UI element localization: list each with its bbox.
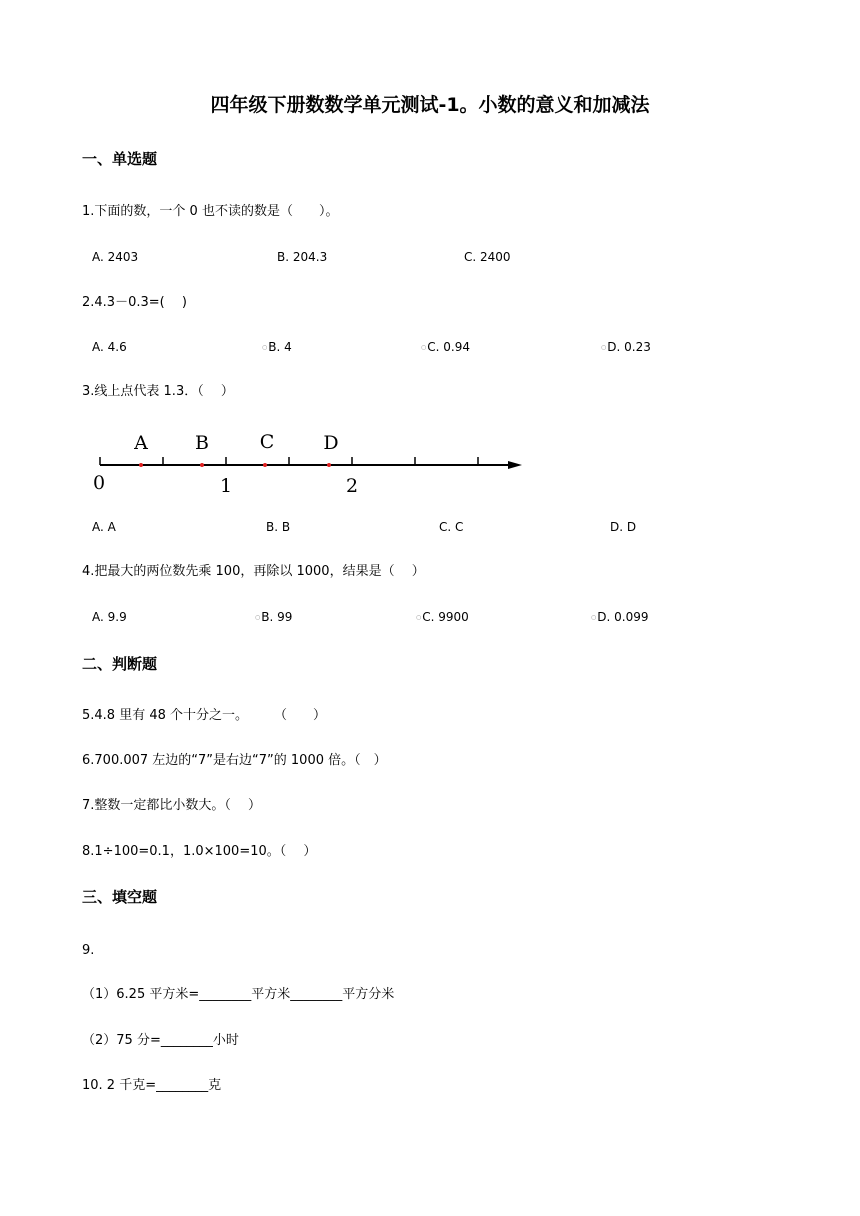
question-8: 8.1÷100=0.1，1.0×100=10。（ ）: [82, 844, 317, 859]
q3-option-b: B. B: [266, 520, 291, 534]
point-label-c: C: [259, 431, 275, 453]
tick-label-1: 1: [219, 475, 233, 497]
q3-option-a: A. A: [92, 520, 116, 534]
q1-option-b: B. 204.3: [277, 250, 328, 264]
question-2: 2.4.3－0.3=( ): [82, 295, 187, 310]
point-label-a: A: [134, 432, 148, 454]
q2-option-b: ○B. 4: [262, 340, 292, 354]
point-label-d: D: [323, 432, 339, 454]
question-4: 4.把最大的两位数先乘 100，再除以 1000，结果是（ ）: [82, 564, 425, 579]
section-heading-single-choice: 一、单选题: [82, 150, 158, 168]
bullet-icon: ○: [591, 613, 597, 621]
number-line-figure: [90, 425, 530, 500]
point-label-b: B: [195, 432, 209, 454]
q4-option-b: ○B. 99: [255, 610, 293, 624]
question-9: 9.: [82, 943, 95, 958]
point-d-dot: [327, 463, 331, 467]
bullet-icon: ○: [262, 343, 268, 351]
q4-option-d: ○D. 0.099: [591, 610, 649, 624]
bullet-icon: ○: [601, 343, 607, 351]
q1-option-a: A. 2403: [92, 250, 139, 264]
q3-option-c: C. C: [439, 520, 464, 534]
question-10: 10. 2 千克=________克: [82, 1078, 222, 1093]
question-3: 3.线上点代表 1.3．（ ）: [82, 384, 234, 399]
bullet-icon: ○: [421, 343, 427, 351]
q2-option-a: A. 4.6: [92, 340, 127, 354]
question-9-part-1: （1）6.25 平方米=________平方米________平方分米: [82, 987, 395, 1002]
q4-option-c: ○C. 9900: [416, 610, 469, 624]
bullet-icon: ○: [255, 613, 261, 621]
tick-label-0: 0: [92, 472, 106, 494]
page-title: 四年级下册数数学单元测试-1。小数的意义和加减法: [210, 94, 650, 116]
q2-option-d: ○D. 0.23: [601, 340, 651, 354]
q2-option-c: ○C. 0.94: [421, 340, 470, 354]
question-7: 7.整数一定都比小数大。（ ）: [82, 798, 262, 813]
point-b-dot: [200, 463, 204, 467]
arrow-head-icon: [508, 461, 522, 469]
point-c-dot: [263, 463, 267, 467]
q1-option-c: C. 2400: [464, 250, 511, 264]
question-5: 5.4.8 里有 48 个十分之一。 （ ）: [82, 708, 327, 723]
bullet-icon: ○: [416, 613, 422, 621]
section-heading-true-false: 二、判断题: [82, 655, 158, 673]
question-6: 6.700.007 左边的“7”是右边“7”的 1000 倍。（ ）: [82, 753, 387, 768]
question-1: 1.下面的数，一个 0 也不读的数是（ ）。: [82, 204, 339, 219]
tick-label-2: 2: [345, 475, 359, 497]
q4-option-a: A. 9.9: [92, 610, 127, 624]
section-heading-fill-blank: 三、填空题: [82, 888, 158, 906]
point-a-dot: [139, 463, 143, 467]
q3-option-d: D. D: [610, 520, 637, 534]
question-9-part-2: （2）75 分=________小时: [82, 1033, 239, 1048]
